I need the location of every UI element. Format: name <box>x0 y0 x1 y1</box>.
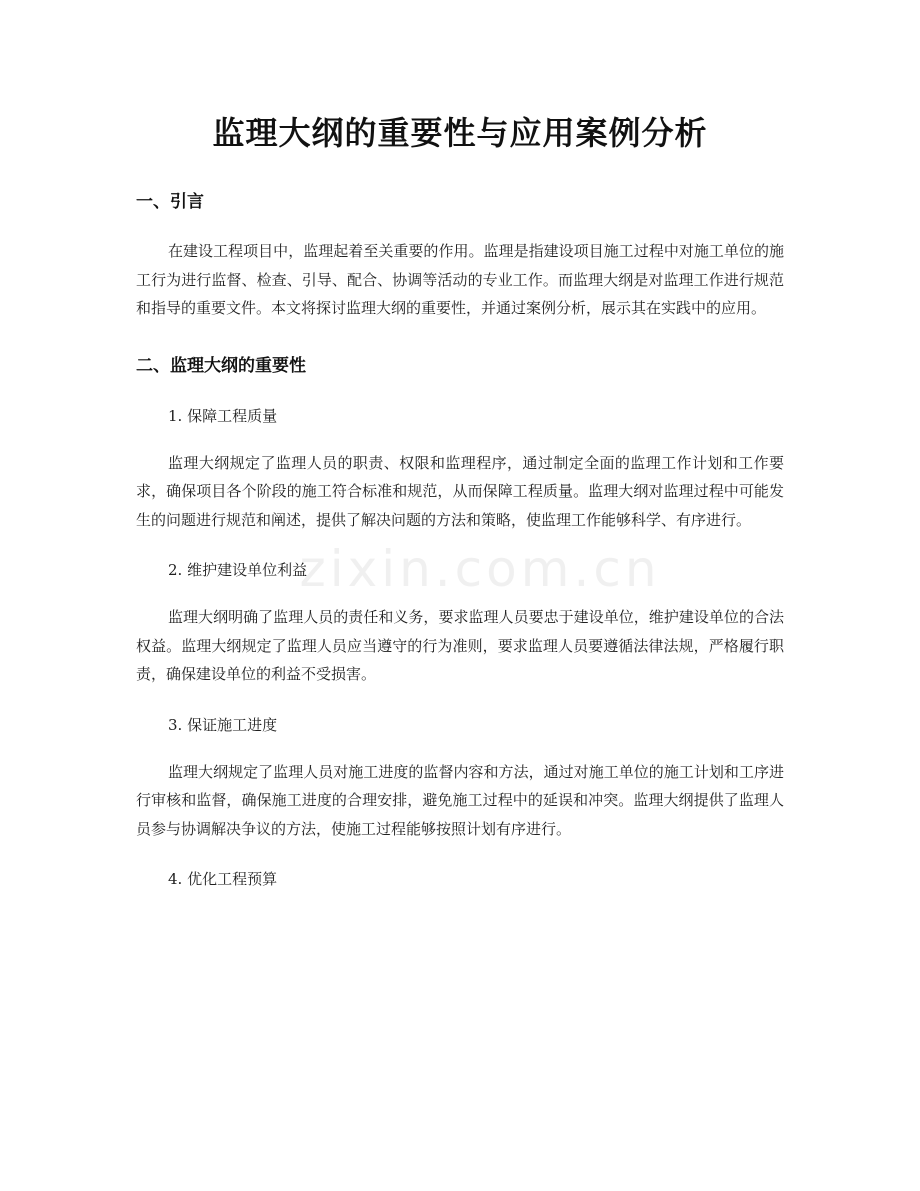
intro-paragraph: 在建设工程项目中，监理起着至关重要的作用。监理是指建设项目施工过程中对施工单位的施工行为进行监督、检查、引导、配合、协调等活动的专业工作。而监理大纲是对监理工作进行规范和指导的重要文件。本文将探讨监理大纲的重要性，并通过案例分析，展示其在实践中的应用。 <box>136 242 784 317</box>
subheading-owner-interest: 2. 维护建设单位利益 <box>168 561 308 579</box>
subheading-schedule: 3. 保证施工进度 <box>168 715 278 734</box>
subheading-budget: 4. 优化工程预算 <box>168 870 278 888</box>
paragraph-schedule: 监理大纲规定了监理人员对施工进度的监督内容和方法，通过对施工单位的施工计划和工序进行审核和监督，确保施工进度的合理安排，避免施工过程中的延误和冲突。监理大纲提供了监理人员参与协调解决争议的方法，使施工过程能够按照计划有序进行。 <box>136 762 784 838</box>
section-heading-importance: 二、监理大纲的重要性 <box>136 355 306 376</box>
paragraph-owner-interest: 监理大纲明确了监理人员的责任和义务，要求监理人员要忠于建设单位，维护建设单位的合法权益。监理大纲规定了监理人员应当遵守的行为准则，要求监理人员要遵循法律法规，严格履行职责，确保建设单位的利益不受损害。 <box>136 608 784 683</box>
section-heading-intro: 一、引言 <box>136 192 204 212</box>
subheading-quality: 1. 保障工程质量 <box>168 406 278 425</box>
paragraph-quality: 监理大纲规定了监理人员的职责、权限和监理程序，通过制定全面的监理工作计划和工作要求，确保项目各个阶段的施工符合标准和规范，从而保障工程质量。监理大纲对监理过程中可能发生的问题进行规范和阐述，提供了解决问题的方法和策略，使监理工作能够科学、有序进行。 <box>136 453 784 529</box>
watermark: zixin.com.cn <box>299 540 661 598</box>
page-title: 监理大纲的重要性与应用案例分析 <box>212 114 708 152</box>
